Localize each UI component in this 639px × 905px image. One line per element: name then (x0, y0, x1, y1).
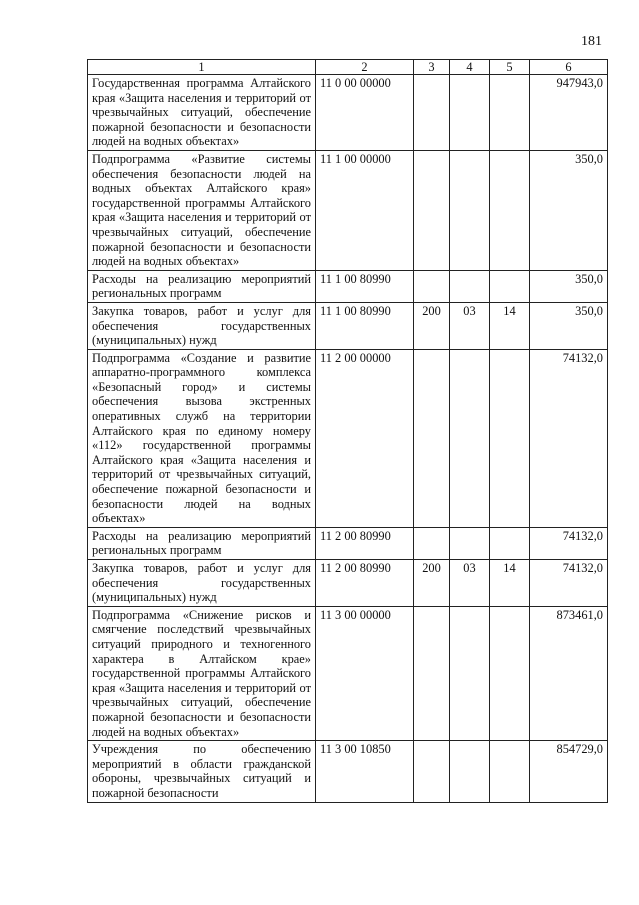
row-amount: 74132,0 (530, 527, 608, 559)
row-col3 (414, 527, 450, 559)
row-name: Подпрограмма «Создание и развитие аппаратно-программного комплекса «Безопасный город» и системы обеспечения вызова экстренных оперативных служб на территории Алтайского края по единому номеру «112» государственной программы Алтайского края «Защита населения и территорий от чрезвычайных ситуаций, обеспечение пожарной безопасности и безопасности людей на водных объектах» (88, 349, 316, 527)
row-code: 11 1 00 80990 (316, 270, 414, 302)
row-col3 (414, 150, 450, 270)
table-row (88, 741, 608, 802)
row-col5 (490, 741, 530, 802)
row-amount: 854729,0 (530, 741, 608, 802)
row-col3 (414, 606, 450, 740)
row-col4 (450, 150, 490, 270)
table-row (88, 560, 608, 607)
row-col3: 200 (414, 560, 450, 607)
row-amount: 350,0 (530, 270, 608, 302)
row-col4 (450, 527, 490, 559)
row-col3 (414, 270, 450, 302)
row-col3 (414, 75, 450, 151)
table-row (88, 349, 608, 527)
row-name: Подпрограмма «Снижение рисков и смягчение последствий чрезвычайных ситуаций природного и техногенного характера в Алтайском крае» государственной программы Алтайского края «Защита населения и территорий от чрезвычайных ситуаций, обеспечение пожарной безопасности и безопасности людей на водных объектах» (88, 606, 316, 740)
col-header-2: 2 (316, 60, 414, 75)
row-col5 (490, 606, 530, 740)
row-col5 (490, 527, 530, 559)
header-row (88, 60, 608, 75)
row-code: 11 1 00 00000 (316, 150, 414, 270)
row-col3: 200 (414, 302, 450, 349)
page-number: 181 (581, 34, 602, 49)
row-amount: 873461,0 (530, 606, 608, 740)
row-code: 11 1 00 80990 (316, 302, 414, 349)
row-col4 (450, 741, 490, 802)
row-code: 11 2 00 00000 (316, 349, 414, 527)
row-col5 (490, 75, 530, 151)
table-row (88, 150, 608, 270)
row-col4: 03 (450, 560, 490, 607)
row-col5 (490, 150, 530, 270)
row-code: 11 3 00 10850 (316, 741, 414, 802)
row-code: 11 3 00 00000 (316, 606, 414, 740)
table-row (88, 606, 608, 740)
row-col4: 03 (450, 302, 490, 349)
row-amount: 74132,0 (530, 560, 608, 607)
table-row (88, 527, 608, 559)
row-code: 11 2 00 80990 (316, 560, 414, 607)
row-col3 (414, 741, 450, 802)
col-header-4: 4 (450, 60, 490, 75)
row-amount: 74132,0 (530, 349, 608, 527)
row-name: Закупка товаров, работ и услуг для обеспечения государственных (муниципальных) нужд (88, 560, 316, 607)
row-name: Государственная программа Алтайского края «Защита населения и территорий от чрезвычайных ситуаций, обеспечение пожарной безопасности и безопасности людей на водных объектах» (88, 75, 316, 151)
row-name: Закупка товаров, работ и услуг для обеспечения государственных (муниципальных) нужд (88, 302, 316, 349)
row-amount: 350,0 (530, 150, 608, 270)
row-name: Расходы на реализацию мероприятий региональных программ (88, 270, 316, 302)
table-row (88, 302, 608, 349)
col-header-6: 6 (530, 60, 608, 75)
row-name: Подпрограмма «Развитие системы обеспечения безопасности людей на водных объектах Алтайского края» государственной программы Алтайского края «Защита населения и территорий от чрезвычайных ситуаций, обеспечение пожарной безопасности и безопасности людей на водных объектах» (88, 150, 316, 270)
row-amount: 350,0 (530, 302, 608, 349)
row-amount: 947943,0 (530, 75, 608, 151)
row-col5 (490, 349, 530, 527)
row-col5: 14 (490, 560, 530, 607)
col-header-5: 5 (490, 60, 530, 75)
row-col4 (450, 606, 490, 740)
row-col4 (450, 270, 490, 302)
row-col3 (414, 349, 450, 527)
row-col4 (450, 75, 490, 151)
budget-table (87, 59, 608, 803)
col-header-3: 3 (414, 60, 450, 75)
table-row (88, 75, 608, 151)
row-col5: 14 (490, 302, 530, 349)
col-header-1: 1 (88, 60, 316, 75)
row-col4 (450, 349, 490, 527)
table-row (88, 270, 608, 302)
row-code: 11 2 00 80990 (316, 527, 414, 559)
row-col5 (490, 270, 530, 302)
row-code: 11 0 00 00000 (316, 75, 414, 151)
row-name: Учреждения по обеспечению мероприятий в области гражданской обороны, чрезвычайных ситуаций и пожарной безопасности (88, 741, 316, 802)
row-name: Расходы на реализацию мероприятий региональных программ (88, 527, 316, 559)
